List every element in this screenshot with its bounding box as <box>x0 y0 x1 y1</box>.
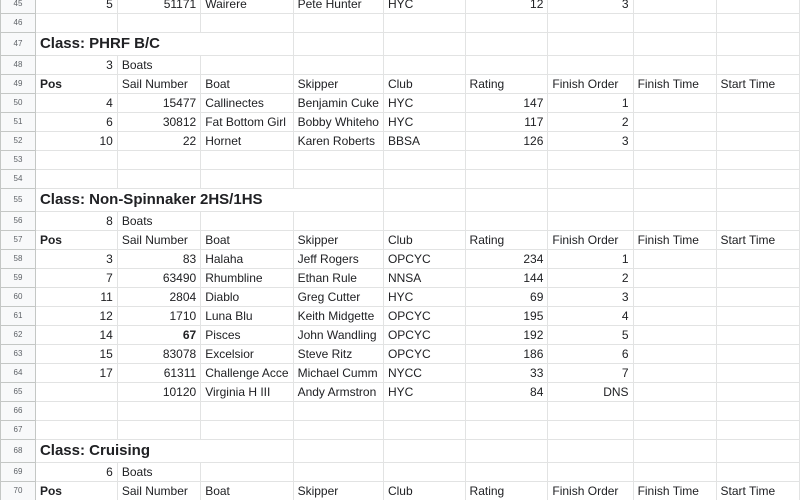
cell-finish-order[interactable]: DNS <box>548 383 633 402</box>
cell-rating[interactable]: 69 <box>465 288 548 307</box>
cell-finish-time[interactable] <box>633 132 716 151</box>
cell[interactable] <box>465 151 548 170</box>
cell-start-time[interactable] <box>716 307 799 326</box>
cell-finish-order[interactable]: 3 <box>548 288 633 307</box>
cell[interactable] <box>633 170 716 189</box>
cell-pos[interactable]: 3 <box>35 250 117 269</box>
cell[interactable] <box>117 151 200 170</box>
cell[interactable] <box>383 56 465 75</box>
row-number[interactable]: 48 <box>1 56 36 75</box>
header-club[interactable]: Club <box>383 231 465 250</box>
table-row[interactable] <box>1 113 800 132</box>
table-row[interactable] <box>1 402 800 421</box>
cell[interactable] <box>716 189 799 212</box>
cell[interactable] <box>716 402 799 421</box>
cell-sail-number[interactable]: 63490 <box>117 269 200 288</box>
cell[interactable] <box>548 463 633 482</box>
table-row[interactable] <box>1 364 800 383</box>
cell[interactable] <box>293 463 383 482</box>
header-boat[interactable]: Boat <box>201 231 293 250</box>
cell-sail-number[interactable]: 83 <box>117 250 200 269</box>
cell-finish-time[interactable] <box>633 250 716 269</box>
cell-start-time[interactable] <box>716 132 799 151</box>
row-number[interactable]: 70 <box>1 482 36 500</box>
class-title-row[interactable] <box>1 189 800 212</box>
cell-club[interactable]: BBSA <box>383 132 465 151</box>
header-pos[interactable]: Pos <box>35 231 117 250</box>
cell-club[interactable]: HYC <box>383 0 465 14</box>
cell[interactable] <box>293 440 383 463</box>
table-row[interactable] <box>1 132 800 151</box>
cell[interactable] <box>465 56 548 75</box>
cell-start-time[interactable] <box>716 345 799 364</box>
header-finish-time[interactable]: Finish Time <box>633 482 716 500</box>
row-number[interactable]: 59 <box>1 269 36 288</box>
header-sail-number[interactable]: Sail Number <box>117 75 200 94</box>
cell[interactable] <box>383 189 465 212</box>
cell-finish-order[interactable]: 3 <box>548 0 633 14</box>
cell-sail-number[interactable]: 1710 <box>117 307 200 326</box>
cell[interactable] <box>716 440 799 463</box>
cell[interactable] <box>716 14 799 33</box>
cell[interactable] <box>201 421 293 440</box>
cell-sail-number[interactable]: 61311 <box>117 364 200 383</box>
cell-club[interactable]: HYC <box>383 113 465 132</box>
boat-count-row[interactable] <box>1 56 800 75</box>
cell[interactable] <box>117 402 200 421</box>
header-skipper[interactable]: Skipper <box>293 231 383 250</box>
row-number[interactable]: 60 <box>1 288 36 307</box>
header-club[interactable]: Club <box>383 75 465 94</box>
row-number[interactable]: 50 <box>1 94 36 113</box>
cell-pos[interactable]: 6 <box>35 113 117 132</box>
cell[interactable] <box>716 151 799 170</box>
cell[interactable] <box>716 170 799 189</box>
cell[interactable] <box>548 14 633 33</box>
cell-finish-time[interactable] <box>633 383 716 402</box>
header-sail-number[interactable]: Sail Number <box>117 231 200 250</box>
row-number[interactable]: 46 <box>1 14 36 33</box>
boats-label[interactable]: Boats <box>117 56 200 75</box>
cell[interactable] <box>633 33 716 56</box>
column-header-row[interactable] <box>1 482 800 500</box>
boat-count-row[interactable] <box>1 212 800 231</box>
cell[interactable] <box>465 402 548 421</box>
cell-start-time[interactable] <box>716 0 799 14</box>
cell-rating[interactable]: 84 <box>465 383 548 402</box>
cell-start-time[interactable] <box>716 94 799 113</box>
header-skipper[interactable]: Skipper <box>293 482 383 500</box>
cell-club[interactable]: NYCC <box>383 364 465 383</box>
cell-finish-time[interactable] <box>633 288 716 307</box>
cell-pos[interactable]: 7 <box>35 269 117 288</box>
cell-boat[interactable]: Challenge Acce <box>201 364 293 383</box>
cell-finish-order[interactable]: 1 <box>548 94 633 113</box>
cell[interactable] <box>633 440 716 463</box>
cell-boat[interactable]: Halaha <box>201 250 293 269</box>
table-row[interactable] <box>1 151 800 170</box>
cell-finish-order[interactable]: 2 <box>548 113 633 132</box>
table-row[interactable] <box>1 94 800 113</box>
cell[interactable] <box>293 33 383 56</box>
row-number[interactable]: 69 <box>1 463 36 482</box>
boat-count[interactable]: 6 <box>35 463 117 482</box>
header-start-time[interactable]: Start Time <box>716 482 799 500</box>
cell[interactable] <box>293 212 383 231</box>
header-start-time[interactable]: Start Time <box>716 231 799 250</box>
cell-rating[interactable]: 195 <box>465 307 548 326</box>
cell-club[interactable]: HYC <box>383 94 465 113</box>
cell-finish-order[interactable]: 7 <box>548 364 633 383</box>
cell-rating[interactable]: 117 <box>465 113 548 132</box>
row-number[interactable]: 63 <box>1 345 36 364</box>
header-rating[interactable]: Rating <box>465 75 548 94</box>
cell-finish-time[interactable] <box>633 364 716 383</box>
cell[interactable] <box>117 14 200 33</box>
cell-sail-number[interactable]: 30812 <box>117 113 200 132</box>
boat-count-row[interactable] <box>1 463 800 482</box>
cell-rating[interactable]: 234 <box>465 250 548 269</box>
cell-skipper[interactable]: Benjamin Cuke <box>293 94 383 113</box>
cell[interactable] <box>201 56 293 75</box>
cell[interactable] <box>383 440 465 463</box>
header-skipper[interactable]: Skipper <box>293 75 383 94</box>
cell-skipper[interactable]: Jeff Rogers <box>293 250 383 269</box>
header-club[interactable]: Club <box>383 482 465 500</box>
header-finish-time[interactable]: Finish Time <box>633 75 716 94</box>
table-row[interactable] <box>1 326 800 345</box>
cell-finish-order[interactable]: 3 <box>548 132 633 151</box>
cell[interactable] <box>383 151 465 170</box>
cell-skipper[interactable]: Andy Armstron <box>293 383 383 402</box>
header-finish-time[interactable]: Finish Time <box>633 231 716 250</box>
row-number[interactable]: 64 <box>1 364 36 383</box>
cell[interactable] <box>465 212 548 231</box>
header-sail-number[interactable]: Sail Number <box>117 482 200 500</box>
cell-finish-time[interactable] <box>633 94 716 113</box>
column-header-row[interactable] <box>1 231 800 250</box>
row-number[interactable]: 54 <box>1 170 36 189</box>
cell-boat[interactable]: Virginia H III <box>201 383 293 402</box>
cell-rating[interactable]: 126 <box>465 132 548 151</box>
cell-sail-number[interactable]: 2804 <box>117 288 200 307</box>
cell-skipper[interactable]: Keith Midgette <box>293 307 383 326</box>
cell[interactable] <box>548 56 633 75</box>
cell[interactable] <box>465 14 548 33</box>
cell[interactable] <box>548 170 633 189</box>
cell-skipper[interactable]: Pete Hunter <box>293 0 383 14</box>
header-finish-order[interactable]: Finish Order <box>548 75 633 94</box>
cell[interactable] <box>383 170 465 189</box>
table-row[interactable] <box>1 307 800 326</box>
table-row[interactable] <box>1 269 800 288</box>
cell-pos[interactable]: 15 <box>35 345 117 364</box>
cell[interactable] <box>201 212 293 231</box>
cell-start-time[interactable] <box>716 364 799 383</box>
cell[interactable] <box>293 421 383 440</box>
cell[interactable] <box>35 402 117 421</box>
cell[interactable] <box>633 463 716 482</box>
cell-finish-order[interactable]: 5 <box>548 326 633 345</box>
header-boat[interactable]: Boat <box>201 482 293 500</box>
header-finish-order[interactable]: Finish Order <box>548 482 633 500</box>
cell-start-time[interactable] <box>716 288 799 307</box>
cell-start-time[interactable] <box>716 269 799 288</box>
header-boat[interactable]: Boat <box>201 75 293 94</box>
cell-club[interactable]: OPCYC <box>383 250 465 269</box>
row-number[interactable]: 65 <box>1 383 36 402</box>
cell[interactable] <box>293 56 383 75</box>
cell-finish-order[interactable]: 1 <box>548 250 633 269</box>
cell[interactable] <box>633 212 716 231</box>
cell-finish-time[interactable] <box>633 345 716 364</box>
class-title[interactable]: Class: PHRF B/C <box>35 33 293 56</box>
class-title-row[interactable] <box>1 440 800 463</box>
cell-club[interactable]: HYC <box>383 383 465 402</box>
cell-boat[interactable]: Diablo <box>201 288 293 307</box>
cell[interactable] <box>383 33 465 56</box>
cell-skipper[interactable]: Ethan Rule <box>293 269 383 288</box>
cell-boat[interactable]: Fat Bottom Girl <box>201 113 293 132</box>
cell-club[interactable]: NNSA <box>383 269 465 288</box>
cell[interactable] <box>716 33 799 56</box>
boat-count[interactable]: 3 <box>35 56 117 75</box>
row-number[interactable]: 67 <box>1 421 36 440</box>
cell-skipper[interactable]: Greg Cutter <box>293 288 383 307</box>
table-row[interactable] <box>1 170 800 189</box>
cell-rating[interactable]: 33 <box>465 364 548 383</box>
cell[interactable] <box>548 402 633 421</box>
row-number[interactable]: 58 <box>1 250 36 269</box>
cell[interactable] <box>716 56 799 75</box>
row-number[interactable]: 66 <box>1 402 36 421</box>
cell[interactable] <box>716 463 799 482</box>
class-title[interactable]: Class: Non-Spinnaker 2HS/1HS <box>35 189 383 212</box>
cell-rating[interactable]: 186 <box>465 345 548 364</box>
cell-skipper[interactable]: Bobby Whiteho <box>293 113 383 132</box>
row-number[interactable]: 53 <box>1 151 36 170</box>
row-number[interactable]: 56 <box>1 212 36 231</box>
cell[interactable] <box>548 421 633 440</box>
cell-club[interactable]: OPCYC <box>383 326 465 345</box>
cell-rating[interactable]: 12 <box>465 0 548 14</box>
cell-boat[interactable]: Rhumbline <box>201 269 293 288</box>
cell[interactable] <box>201 170 293 189</box>
cell-sail-number[interactable]: 83078 <box>117 345 200 364</box>
cell-rating[interactable]: 144 <box>465 269 548 288</box>
table-row[interactable] <box>1 288 800 307</box>
cell-finish-order[interactable]: 4 <box>548 307 633 326</box>
cell-sail-number[interactable]: 51171 <box>117 0 200 14</box>
table-row[interactable] <box>1 421 800 440</box>
cell[interactable] <box>548 151 633 170</box>
cell-club[interactable]: HYC <box>383 288 465 307</box>
cell-pos[interactable]: 10 <box>35 132 117 151</box>
cell-start-time[interactable] <box>716 250 799 269</box>
cell[interactable] <box>633 56 716 75</box>
cell-finish-time[interactable] <box>633 0 716 14</box>
row-number[interactable]: 61 <box>1 307 36 326</box>
cell-finish-order[interactable]: 2 <box>548 269 633 288</box>
cell-finish-order[interactable]: 6 <box>548 345 633 364</box>
cell-start-time[interactable] <box>716 113 799 132</box>
cell-pos[interactable]: 5 <box>35 0 117 14</box>
column-header-row[interactable] <box>1 75 800 94</box>
header-rating[interactable]: Rating <box>465 482 548 500</box>
cell-finish-time[interactable] <box>633 307 716 326</box>
row-number[interactable]: 49 <box>1 75 36 94</box>
cell[interactable] <box>633 151 716 170</box>
cell-boat[interactable]: Luna Blu <box>201 307 293 326</box>
cell[interactable] <box>35 421 117 440</box>
row-number[interactable]: 45 <box>1 0 36 14</box>
cell[interactable] <box>465 463 548 482</box>
cell-finish-time[interactable] <box>633 326 716 345</box>
table-row[interactable] <box>1 0 800 14</box>
cell-sail-number[interactable]: 67 <box>117 326 200 345</box>
row-number[interactable]: 57 <box>1 231 36 250</box>
cell-start-time[interactable] <box>716 326 799 345</box>
cell[interactable] <box>465 440 548 463</box>
cell-pos[interactable]: 12 <box>35 307 117 326</box>
cell[interactable] <box>201 151 293 170</box>
cell-club[interactable]: OPCYC <box>383 345 465 364</box>
class-title[interactable]: Class: Cruising <box>35 440 293 463</box>
cell-club[interactable]: OPCYC <box>383 307 465 326</box>
cell[interactable] <box>35 170 117 189</box>
cell[interactable] <box>201 14 293 33</box>
cell-boat[interactable]: Callinectes <box>201 94 293 113</box>
cell[interactable] <box>383 212 465 231</box>
cell[interactable] <box>548 440 633 463</box>
table-row[interactable] <box>1 345 800 364</box>
header-pos[interactable]: Pos <box>35 482 117 500</box>
cell-sail-number[interactable]: 22 <box>117 132 200 151</box>
cell-pos[interactable]: 14 <box>35 326 117 345</box>
cell[interactable] <box>293 151 383 170</box>
cell[interactable] <box>35 14 117 33</box>
cell[interactable] <box>293 170 383 189</box>
cell-pos[interactable]: 4 <box>35 94 117 113</box>
cell[interactable] <box>383 14 465 33</box>
cell[interactable] <box>633 14 716 33</box>
header-rating[interactable]: Rating <box>465 231 548 250</box>
cell-boat[interactable]: Wairere <box>201 0 293 14</box>
class-title-row[interactable] <box>1 33 800 56</box>
row-number[interactable]: 62 <box>1 326 36 345</box>
cell-start-time[interactable] <box>716 383 799 402</box>
table-row[interactable] <box>1 14 800 33</box>
cell-pos[interactable]: 17 <box>35 364 117 383</box>
cell-rating[interactable]: 192 <box>465 326 548 345</box>
boat-count[interactable]: 8 <box>35 212 117 231</box>
cell-sail-number[interactable]: 10120 <box>117 383 200 402</box>
cell[interactable] <box>465 33 548 56</box>
cell[interactable] <box>548 212 633 231</box>
cell-boat[interactable]: Hornet <box>201 132 293 151</box>
cell[interactable] <box>465 170 548 189</box>
cell[interactable] <box>117 421 200 440</box>
cell[interactable] <box>633 421 716 440</box>
cell-skipper[interactable]: John Wandling <box>293 326 383 345</box>
cell[interactable] <box>201 402 293 421</box>
cell[interactable] <box>548 189 633 212</box>
cell[interactable] <box>465 189 548 212</box>
cell[interactable] <box>465 421 548 440</box>
cell-skipper[interactable]: Karen Roberts <box>293 132 383 151</box>
cell[interactable] <box>383 463 465 482</box>
cell-pos[interactable] <box>35 383 117 402</box>
cell[interactable] <box>293 14 383 33</box>
cell-pos[interactable]: 11 <box>35 288 117 307</box>
cell[interactable] <box>293 402 383 421</box>
header-finish-order[interactable]: Finish Order <box>548 231 633 250</box>
boats-label[interactable]: Boats <box>117 212 200 231</box>
cell-boat[interactable]: Pisces <box>201 326 293 345</box>
header-pos[interactable]: Pos <box>35 75 117 94</box>
cell[interactable] <box>633 189 716 212</box>
cell[interactable] <box>35 151 117 170</box>
row-number[interactable]: 52 <box>1 132 36 151</box>
cell[interactable] <box>117 170 200 189</box>
cell-skipper[interactable]: Steve Ritz <box>293 345 383 364</box>
row-number[interactable]: 51 <box>1 113 36 132</box>
cell[interactable] <box>548 33 633 56</box>
table-row[interactable] <box>1 250 800 269</box>
cell[interactable] <box>716 212 799 231</box>
cell[interactable] <box>383 402 465 421</box>
cell[interactable] <box>201 463 293 482</box>
cell-finish-time[interactable] <box>633 113 716 132</box>
boats-label[interactable]: Boats <box>117 463 200 482</box>
table-row[interactable] <box>1 383 800 402</box>
cell-finish-time[interactable] <box>633 269 716 288</box>
cell-sail-number[interactable]: 15477 <box>117 94 200 113</box>
row-number[interactable]: 55 <box>1 189 36 212</box>
row-number[interactable]: 47 <box>1 33 36 56</box>
cell[interactable] <box>383 421 465 440</box>
row-number[interactable]: 68 <box>1 440 36 463</box>
cell[interactable] <box>716 421 799 440</box>
cell-rating[interactable]: 147 <box>465 94 548 113</box>
cell-skipper[interactable]: Michael Cumm <box>293 364 383 383</box>
header-start-time[interactable]: Start Time <box>716 75 799 94</box>
cell-boat[interactable]: Excelsior <box>201 345 293 364</box>
cell[interactable] <box>633 402 716 421</box>
